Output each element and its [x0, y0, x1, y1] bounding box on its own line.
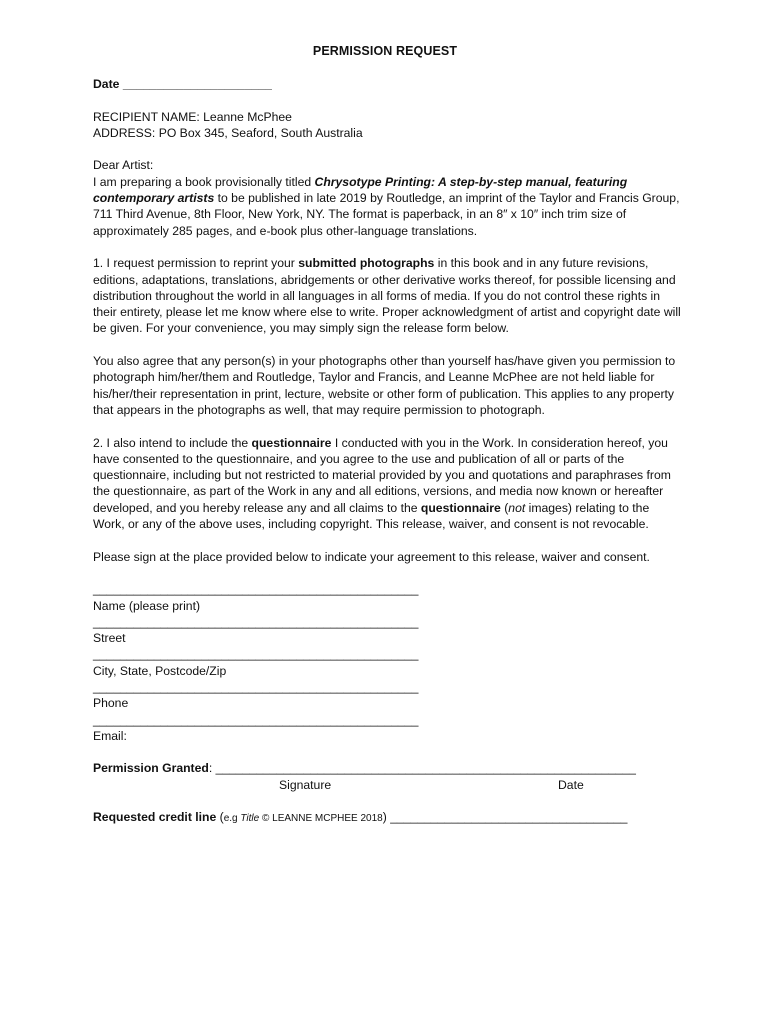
- street-blank[interactable]: ________________________________________________: [93, 614, 419, 629]
- permission-blank[interactable]: ______________________________________________________________: [212, 761, 636, 776]
- intro-paragraph: [93, 174, 683, 239]
- credit-line: [93, 809, 683, 825]
- page-title: PERMISSION REQUEST: [312, 44, 458, 58]
- city-blank[interactable]: ________________________________________________: [93, 647, 419, 662]
- para2-italic: not: [508, 500, 526, 515]
- para1-bold: submitted photographs: [298, 256, 435, 271]
- credit-blank[interactable]: ___________________________________: [386, 810, 628, 825]
- email-blank[interactable]: ________________________________________________: [93, 712, 419, 727]
- street-label: Street: [93, 631, 126, 646]
- credit-label: Requested credit line: [93, 810, 217, 825]
- signature-labels: [93, 777, 683, 793]
- book-title: Chrysotype Printing: A step-by-step manual, featuring contemporary artists: [93, 174, 628, 206]
- recipient-address: ADDRESS: PO Box 345, Seaford, South Australia: [93, 125, 363, 140]
- signature-label: Signature: [279, 777, 332, 792]
- paragraph-1: [93, 255, 683, 336]
- credit-open: (: [216, 810, 224, 825]
- para2-before: 2. I also intend to include the: [93, 435, 252, 450]
- intro-text-after: to be published in late 2019 by Routledge, an imprint of the Taylor and Francis Group, 711 Third Avenue, 8th Floor, New York, NY. The format is paperback, in an 8″ x 10″ inch trim size of approximately 285 pages, and e-book plus other-language translations.: [93, 191, 680, 238]
- para2-after: images) relating to the Work, or any of the above uses, including copyright. This release, waiver, and consent is not revocable.: [93, 500, 650, 532]
- para1-after: in this book and in any future revisions, editions, adaptations, translations, abridgements or other derivative works thereof, for possible licensing and distribution throughout the world in all languages in all forms of media. If you do not control these rights in their entirety, please let me know where else to write. Proper acknowledgment of artist and copyright date will be given. For your convenience, you may simply sign the release form below.: [93, 256, 681, 336]
- para2-bold2: questionnaire: [420, 500, 501, 515]
- para1-before: 1. I request permission to reprint your: [93, 256, 299, 271]
- para2-paren-open: (: [500, 500, 509, 515]
- date-sign-label: Date: [558, 777, 584, 792]
- credit-title-word: Title: [240, 813, 260, 825]
- para2-middle: I conducted with you in the Work. In consideration hereof, you have consented to the questionnaire, and you agree to the use and publication of all or parts of the questionnaire, including but not restricted to material provided by you and quotations and paraphrases from the questionnaire, as part of the Work in any and all editions, versions, and media now known or hereafter developed, and you hereby release any and all claims to the: [93, 435, 671, 515]
- sign-prompt: Please sign at the place provided below to indicate your agreement to this release, waiver and consent.: [93, 549, 650, 564]
- para2-bold1: questionnaire: [251, 435, 332, 450]
- name-label: Name (please print): [93, 598, 201, 613]
- letter-body: [93, 76, 683, 826]
- date-label: Date: [93, 77, 120, 91]
- city-label: City, State, Postcode/Zip: [93, 663, 227, 678]
- email-label: Email:: [93, 728, 127, 743]
- recipient-name: RECIPIENT NAME: Leanne McPhee: [93, 109, 292, 124]
- date-blank: ______________________: [122, 77, 272, 91]
- paragraph-persons: You also agree that any person(s) in your photographs other than yourself has/have given you permission to photograph him/her/them and Routledge, Taylor and Francis, and Leanne McPhee are not held liable for his/her/their representation in print, lecture, website or other form of publication. This applies to any property that appears in the photographs as well, that may require permission to photograph.: [93, 354, 676, 417]
- permission-colon: :: [208, 761, 213, 776]
- paragraph-2: [93, 435, 683, 533]
- permission-line: [93, 760, 683, 776]
- date-line: [93, 76, 683, 92]
- credit-rest: © LEANNE MCPHEE 2018: [259, 813, 383, 825]
- credit-close: ): [382, 810, 387, 825]
- phone-label: Phone: [93, 696, 129, 711]
- phone-blank[interactable]: ________________________________________________: [93, 679, 419, 694]
- name-blank[interactable]: ________________________________________________: [93, 582, 419, 597]
- intro-text-before: I am preparing a book provisionally titled: [93, 174, 315, 189]
- permission-label: Permission Granted: [93, 761, 209, 776]
- credit-eg: e.g: [223, 813, 241, 825]
- salutation: Dear Artist:: [93, 158, 154, 173]
